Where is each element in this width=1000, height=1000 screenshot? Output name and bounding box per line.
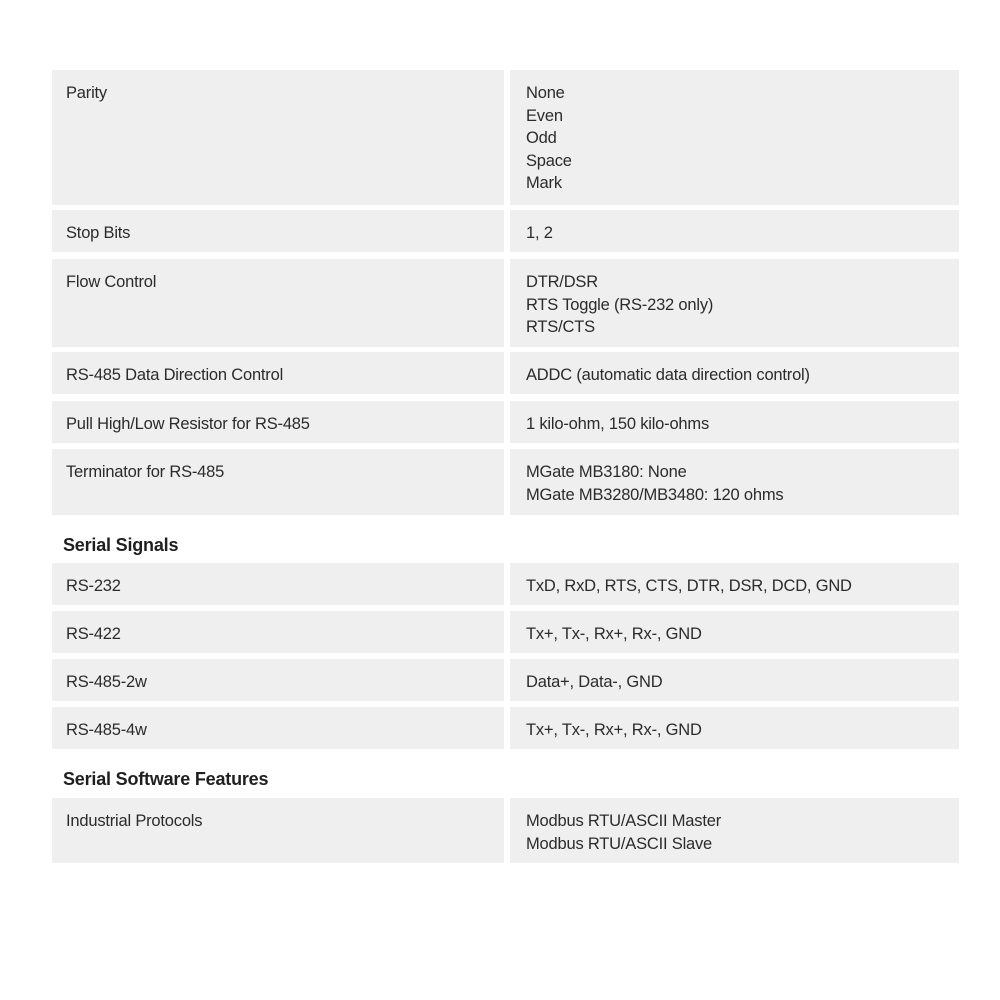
spec-row-industrial-protocols — [52, 798, 959, 863]
spec-value-line: TxD, RxD, RTS, CTS, DTR, DSR, DCD, GND — [526, 577, 852, 595]
section-heading-serial-software-features: Serial Software Features — [63, 769, 269, 789]
spec-value-line: Data+, Data-, GND — [526, 673, 663, 691]
spec-value — [510, 707, 959, 749]
spec-value — [510, 798, 959, 863]
spec-value-line: RTS Toggle (RS-232 only) — [526, 295, 714, 314]
spec-label-text: RS-232 — [66, 577, 121, 595]
spec-label — [52, 798, 504, 863]
spec-value-line: MGate MB3280/MB3480: 120 ohms — [526, 485, 784, 504]
spec-label — [52, 659, 504, 701]
spec-row-parity — [52, 70, 959, 205]
spec-label-text: Terminator for RS-485 — [66, 463, 225, 481]
spec-row-flow-control — [52, 259, 959, 347]
spec-value-line: DTR/DSR — [526, 273, 598, 291]
spec-label-text: Flow Control — [66, 273, 157, 291]
spec-row-rs485-2w — [52, 659, 959, 701]
spec-row-terminator — [52, 449, 959, 515]
spec-label — [52, 611, 504, 653]
spec-table — [52, 70, 959, 863]
section-heading-serial-signals: Serial Signals — [63, 535, 179, 555]
spec-value — [510, 563, 959, 605]
spec-row-rs422 — [52, 611, 959, 653]
spec-value-line: Space — [526, 151, 572, 170]
spec-value — [510, 210, 959, 252]
spec-row-pull-resistor — [52, 401, 959, 443]
spec-value-line: MGate MB3180: None — [526, 463, 687, 481]
spec-label-text: Parity — [66, 84, 107, 102]
spec-label — [52, 707, 504, 749]
spec-value-line: RTS/CTS — [526, 318, 595, 336]
spec-value-line: Odd — [526, 129, 557, 147]
spec-label — [52, 259, 504, 347]
spec-value-line: Modbus RTU/ASCII Slave — [526, 834, 713, 853]
spec-label-text: Industrial Protocols — [66, 812, 203, 830]
spec-label-text: Stop Bits — [66, 224, 131, 242]
spec-value — [510, 401, 959, 443]
spec-row-rs485-4w — [52, 707, 959, 749]
spec-value — [510, 659, 959, 701]
spec-value — [510, 449, 959, 515]
spec-value-line: None — [526, 84, 565, 102]
spec-label — [52, 563, 504, 605]
spec-value — [510, 352, 959, 394]
spec-value-line: Modbus RTU/ASCII Master — [526, 812, 721, 830]
spec-label-text: Pull High/Low Resistor for RS-485 — [66, 415, 310, 433]
spec-row-rs232 — [52, 563, 959, 605]
spec-label — [52, 210, 504, 252]
spec-value-line: Tx+, Tx-, Rx+, Rx-, GND — [526, 721, 702, 739]
spec-value-line: 1 kilo-ohm, 150 kilo-ohms — [526, 415, 709, 433]
spec-value-line: 1, 2 — [526, 224, 553, 242]
spec-label — [52, 70, 504, 205]
spec-row-rs485-data-direction — [52, 352, 959, 394]
spec-value-line: Tx+, Tx-, Rx+, Rx-, GND — [526, 625, 702, 643]
spec-row-stop-bits — [52, 210, 959, 252]
spec-label-text: RS-485-2w — [66, 673, 147, 691]
spec-label — [52, 449, 504, 515]
spec-label-text: RS-485-4w — [66, 721, 147, 739]
spec-value — [510, 259, 959, 347]
spec-value-line: Mark — [526, 174, 562, 192]
spec-value — [510, 611, 959, 653]
spec-value-line: ADDC (automatic data direction control) — [526, 366, 810, 384]
spec-label — [52, 401, 504, 443]
spec-label-text: RS-422 — [66, 625, 121, 643]
spec-value-line: Even — [526, 106, 563, 125]
spec-label — [52, 352, 504, 394]
spec-label-text: RS-485 Data Direction Control — [66, 366, 284, 384]
spec-value — [510, 70, 959, 205]
